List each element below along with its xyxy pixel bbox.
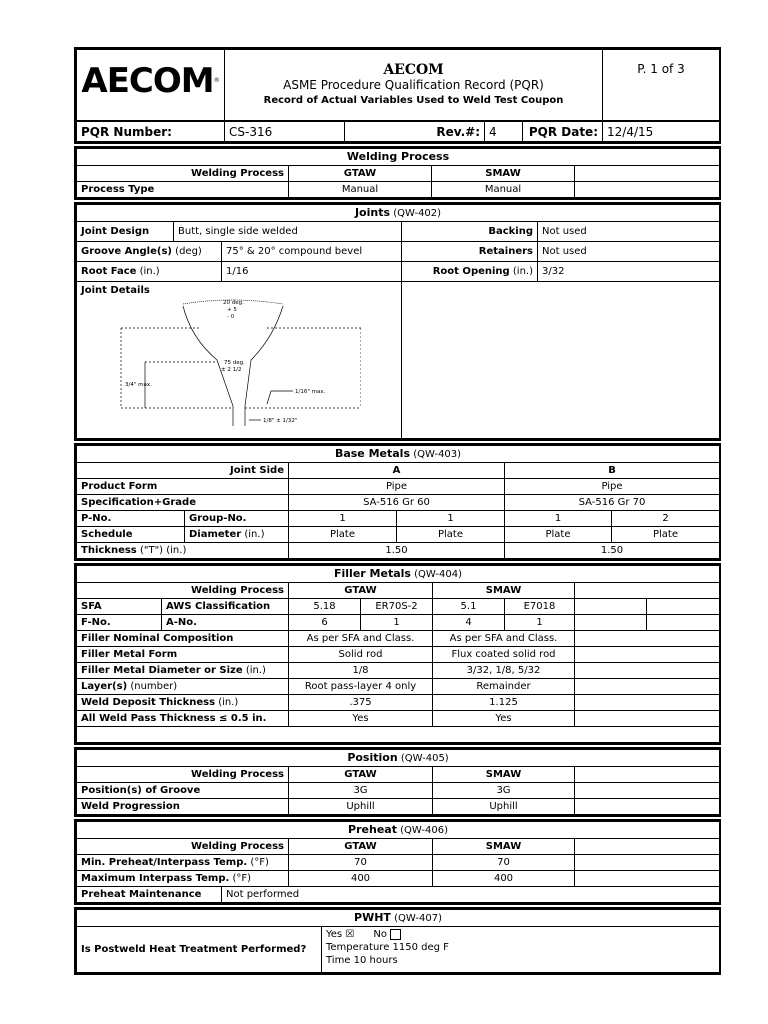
process-gtaw: GTAW xyxy=(289,166,432,182)
backing-label: Backing xyxy=(402,222,538,242)
diameter-unit: (in.) xyxy=(244,528,265,540)
pass-thickness-smaw: Yes xyxy=(433,711,575,727)
min-preheat-smaw: 70 xyxy=(433,855,575,871)
filler-dia-label-cell xyxy=(77,663,289,679)
preheat-process-label: Welding Process xyxy=(77,839,289,855)
layers-gtaw: Root pass-layer 4 only xyxy=(289,679,433,695)
product-form-a: Pipe xyxy=(289,479,505,495)
backing-value: Not used xyxy=(538,222,720,242)
title-cell xyxy=(225,50,603,121)
logo-cell xyxy=(77,50,225,121)
pqr-date-value: 12/4/15 xyxy=(603,122,720,142)
joint-details-sketch xyxy=(111,298,361,434)
sfa-gtaw: 5.18 xyxy=(289,599,361,615)
retainers-label: Retainers xyxy=(402,242,538,262)
welding-process-label: Welding Process xyxy=(77,166,289,182)
nominal-comp-label: Filler Nominal Composition xyxy=(77,631,289,647)
joint-side-a: A xyxy=(289,463,505,479)
max-interpass-label-cell xyxy=(77,871,289,887)
filler-dia-unit: (in.) xyxy=(245,664,266,676)
sketch-face: 1/16" max. xyxy=(295,389,326,395)
spec-grade-b: SA-516 Gr 70 xyxy=(505,495,720,511)
pwht-answer-cell xyxy=(322,927,720,973)
group-no-label: Group-No. xyxy=(185,511,289,527)
base-metals-title: Base Metals xyxy=(334,446,411,460)
root-face-label: Root Face xyxy=(81,265,137,277)
position-process-smaw: SMAW xyxy=(433,767,575,783)
pqr-number-label: PQR Number: xyxy=(77,122,225,142)
min-preheat-label: Min. Preheat/Interpass Temp. xyxy=(81,856,248,868)
layers-label: Layer(s) xyxy=(81,680,128,692)
filler-dia-gtaw: 1/8 xyxy=(289,663,433,679)
p-no-b: 1 xyxy=(505,511,612,527)
layers-label-cell xyxy=(77,679,289,695)
rev-label: Rev.#: xyxy=(345,122,485,142)
pwht-yes-checkbox[interactable]: ☒ xyxy=(345,929,355,940)
thickness-b: 1.50 xyxy=(505,543,720,559)
preheat-section xyxy=(74,819,721,905)
pwht-code: (QW-407) xyxy=(394,912,442,924)
pwht-no-label: No xyxy=(373,929,387,940)
schedule-label: Schedule xyxy=(77,527,185,543)
sketch-top-angle: 20 deg. xyxy=(223,300,244,306)
deposit-label: Weld Deposit Thickness xyxy=(81,696,216,708)
joints-section xyxy=(74,202,721,441)
progression-label: Weld Progression xyxy=(77,799,289,815)
root-opening-label-cell xyxy=(402,262,538,282)
f-no-gtaw: 6 xyxy=(289,615,361,631)
pwht-temperature: Temperature 1150 deg F xyxy=(326,942,449,953)
max-interpass-smaw: 400 xyxy=(433,871,575,887)
min-preheat-label-cell xyxy=(77,855,289,871)
filler-blank-row xyxy=(77,727,720,743)
position-process-gtaw: GTAW xyxy=(289,767,433,783)
sketch-top-tol1: + 5 xyxy=(227,307,237,313)
company-name: AECOM xyxy=(383,61,444,78)
pass-thickness-label: All Weld Pass Thickness ≤ 0.5 in. xyxy=(77,711,289,727)
registered-mark: ® xyxy=(213,76,220,84)
page-number: P. 1 of 3 xyxy=(603,50,720,121)
joint-design-label: Joint Design xyxy=(77,222,174,242)
doc-subtitle: Record of Actual Variables Used to Weld Test Coupon xyxy=(263,94,564,106)
a-no-label: A-No. xyxy=(162,615,289,631)
aws-gtaw: ER70S-2 xyxy=(361,599,433,615)
pqr-document xyxy=(74,47,721,975)
sketch-depth: 3/4" max. xyxy=(125,382,152,388)
diameter-a: Plate xyxy=(397,527,505,543)
groove-angle-unit: (deg) xyxy=(175,245,202,257)
pqr-date-label: PQR Date: xyxy=(523,122,603,142)
pwht-time: Time 10 hours xyxy=(326,955,398,966)
joints-title: Joints xyxy=(354,205,391,219)
preheat-title: Preheat xyxy=(348,822,397,836)
process-smaw: SMAW xyxy=(432,166,575,182)
groove-position-gtaw: 3G xyxy=(289,783,433,799)
rev-value: 4 xyxy=(485,122,523,142)
progression-smaw: Uphill xyxy=(433,799,575,815)
deposit-unit: (in.) xyxy=(218,696,239,708)
preheat-code: (QW-406) xyxy=(400,824,449,836)
preheat-process-gtaw: GTAW xyxy=(289,839,433,855)
pwht-question: Is Postweld Heat Treatment Performed? xyxy=(77,927,322,973)
spec-grade-label: Specification+Grade xyxy=(77,495,289,511)
joint-details-cell xyxy=(77,282,402,439)
spec-grade-a: SA-516 Gr 60 xyxy=(289,495,505,511)
min-preheat-gtaw: 70 xyxy=(289,855,433,871)
aecom-logo: AECOM xyxy=(81,60,214,101)
aws-smaw: E7018 xyxy=(505,599,575,615)
max-interpass-label: Maximum Interpass Temp. xyxy=(81,872,230,884)
position-code: (QW-405) xyxy=(400,752,449,764)
sketch-top-tol2: - 0 xyxy=(227,314,235,320)
filler-process-smaw: SMAW xyxy=(433,583,575,599)
filler-form-label: Filler Metal Form xyxy=(77,647,289,663)
thickness-label-cell xyxy=(77,543,289,559)
pwht-yes-no xyxy=(326,928,715,941)
groove-angle-value: 75° & 20° compound bevel xyxy=(222,242,402,262)
root-face-unit: (in.) xyxy=(139,265,160,277)
joint-details-label: Joint Details xyxy=(81,285,150,296)
deposit-label-cell xyxy=(77,695,289,711)
pass-thickness-gtaw: Yes xyxy=(289,711,433,727)
filler-metals-code: (QW-404) xyxy=(414,568,462,580)
group-no-b: 2 xyxy=(612,511,720,527)
process-type-label: Process Type xyxy=(77,182,289,198)
groove-angle-label-cell xyxy=(77,242,222,262)
process-type-smaw: Manual xyxy=(432,182,575,198)
diameter-label: Diameter xyxy=(189,528,242,540)
sfa-label: SFA xyxy=(77,599,162,615)
groove-position-label: Position(s) of Groove xyxy=(77,783,289,799)
doc-title: ASME Procedure Qualification Record (PQR) xyxy=(283,77,544,92)
root-face-label-cell xyxy=(77,262,222,282)
max-interpass-gtaw: 400 xyxy=(289,871,433,887)
deposit-smaw: 1.125 xyxy=(433,695,575,711)
process-type-gtaw: Manual xyxy=(289,182,432,198)
header-block xyxy=(74,47,721,144)
sfa-smaw: 5.1 xyxy=(433,599,505,615)
product-form-label: Product Form xyxy=(77,479,289,495)
min-preheat-unit: (°F) xyxy=(250,856,269,868)
diameter-b: Plate xyxy=(612,527,720,543)
base-metals-code: (QW-403) xyxy=(413,448,462,460)
layers-smaw: Remainder xyxy=(433,679,575,695)
groove-position-smaw: 3G xyxy=(433,783,575,799)
deposit-gtaw: .375 xyxy=(289,695,433,711)
max-interpass-unit: (°F) xyxy=(232,872,252,884)
progression-gtaw: Uphill xyxy=(289,799,433,815)
filler-dia-smaw: 3/32, 1/8, 5/32 xyxy=(433,663,575,679)
filler-form-gtaw: Solid rod xyxy=(289,647,433,663)
filler-process-label: Welding Process xyxy=(77,583,289,599)
thickness-unit: ("T") (in.) xyxy=(139,544,187,556)
p-no-a: 1 xyxy=(289,511,397,527)
position-title: Position xyxy=(347,750,398,764)
nominal-comp-smaw: As per SFA and Class. xyxy=(433,631,575,647)
retainers-value: Not used xyxy=(538,242,720,262)
nominal-comp-gtaw: As per SFA and Class. xyxy=(289,631,433,647)
layers-unit: (number) xyxy=(130,680,178,692)
filler-metals-section xyxy=(74,563,721,745)
pwht-title: PWHT xyxy=(354,910,391,924)
pqr-number-value: CS-316 xyxy=(225,122,345,142)
joint-design-value: Butt, single side welded xyxy=(174,222,402,242)
f-no-smaw: 4 xyxy=(433,615,505,631)
filler-form-smaw: Flux coated solid rod xyxy=(433,647,575,663)
p-no-label: P-No. xyxy=(77,511,185,527)
preheat-maint-value: Not performed xyxy=(222,887,720,903)
root-opening-label: Root Opening xyxy=(432,265,510,277)
groove-angle-label: Groove Angle(s) xyxy=(81,245,172,257)
filler-dia-label: Filler Metal Diameter or Size xyxy=(81,664,243,676)
schedule-a: Plate xyxy=(289,527,397,543)
preheat-maint-label: Preheat Maintenance xyxy=(77,887,222,903)
root-opening-unit: (in.) xyxy=(512,265,533,277)
thickness-a: 1.50 xyxy=(289,543,505,559)
product-form-b: Pipe xyxy=(505,479,720,495)
filler-process-gtaw: GTAW xyxy=(289,583,433,599)
schedule-b: Plate xyxy=(505,527,612,543)
joint-side-label: Joint Side xyxy=(77,463,289,479)
aws-class-label: AWS Classification xyxy=(162,599,289,615)
sketch-mid-angle: 75 deg. xyxy=(224,360,245,366)
root-opening-value: 3/32 xyxy=(538,262,720,282)
joints-code: (QW-402) xyxy=(393,207,442,219)
position-process-label: Welding Process xyxy=(77,767,289,783)
pwht-yes-label: Yes xyxy=(326,929,343,940)
root-face-value: 1/16 xyxy=(222,262,402,282)
group-no-a: 1 xyxy=(397,511,505,527)
sketch-mid-tol: ± 2 1/2 xyxy=(221,367,242,373)
pwht-section xyxy=(74,907,721,975)
sketch-gap: 1/8" ± 1/32" xyxy=(263,418,298,424)
f-no-label: F-No. xyxy=(77,615,162,631)
joint-details-blank xyxy=(402,282,720,439)
a-no-smaw: 1 xyxy=(505,615,575,631)
a-no-gtaw: 1 xyxy=(361,615,433,631)
position-section xyxy=(74,747,721,817)
diameter-label-cell xyxy=(185,527,289,543)
welding-process-title: Welding Process xyxy=(346,149,450,163)
thickness-label: Thickness xyxy=(81,544,137,556)
base-metals-section xyxy=(74,443,721,561)
pwht-no-checkbox[interactable] xyxy=(390,929,401,940)
filler-metals-title: Filler Metals xyxy=(334,566,411,580)
preheat-process-smaw: SMAW xyxy=(433,839,575,855)
welding-process-section xyxy=(74,146,721,200)
joint-side-b: B xyxy=(505,463,720,479)
